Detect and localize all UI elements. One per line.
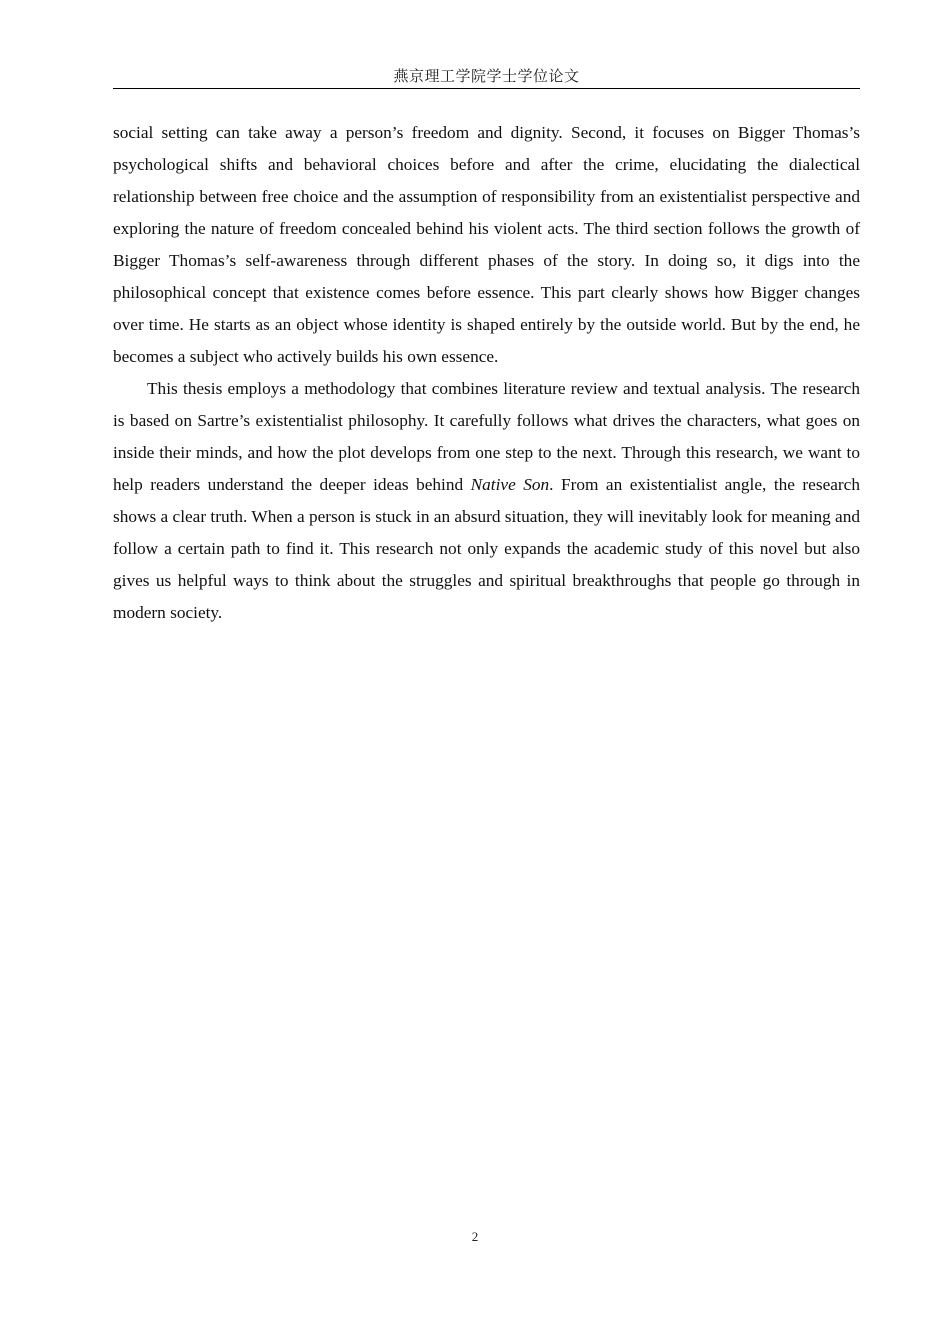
page-number: 2	[471, 1229, 479, 1244]
novel-title: Native Son	[470, 475, 550, 494]
paragraph-2-text-b: . From an existentialist angle, the research shows a clear truth. When a person is stuck in an absurd situation, they will inevitably look for meaning and follow a certain path to find it. This research not only expands the academic study of this novel but also gives us helpful ways to think about the struggles and spiritual breakthroughs that people go through in modern society.	[113, 475, 860, 622]
paragraph-1: social setting can take away a person’s freedom and dignity. Second, it focuses on Bigger Thomas’s psychological shifts and behavioral choices before and after the crime, elucidating the dialectical relationship between free choice and the assumption of responsibility from an existentialist perspective and exploring the nature of freedom concealed behind his violent acts. The third section follows the growth of Bigger Thomas’s self-awareness through different phases of the story. In doing so, it digs into the philosophical concept that existence comes before essence. This part clearly shows how Bigger changes over time. He starts as an object whose identity is shaped entirely by the outside world. But by the end, he becomes a subject who actively builds his own essence.	[113, 123, 860, 366]
paragraph-2	[113, 373, 860, 629]
page-header: 燕京理工学院学士学位论文	[393, 69, 580, 85]
body-text	[113, 117, 860, 629]
paragraph-2-text-a: This thesis employs a methodology that combines literature review and textual analysis. The research is based on Sartre’s existentialist philosophy. It carefully follows what drives the characters, what goes on inside their minds, and how the plot develops from one step to the next. Through this research, we want to help readers understand the deeper ideas behind	[113, 379, 860, 494]
header-rule	[113, 88, 860, 89]
